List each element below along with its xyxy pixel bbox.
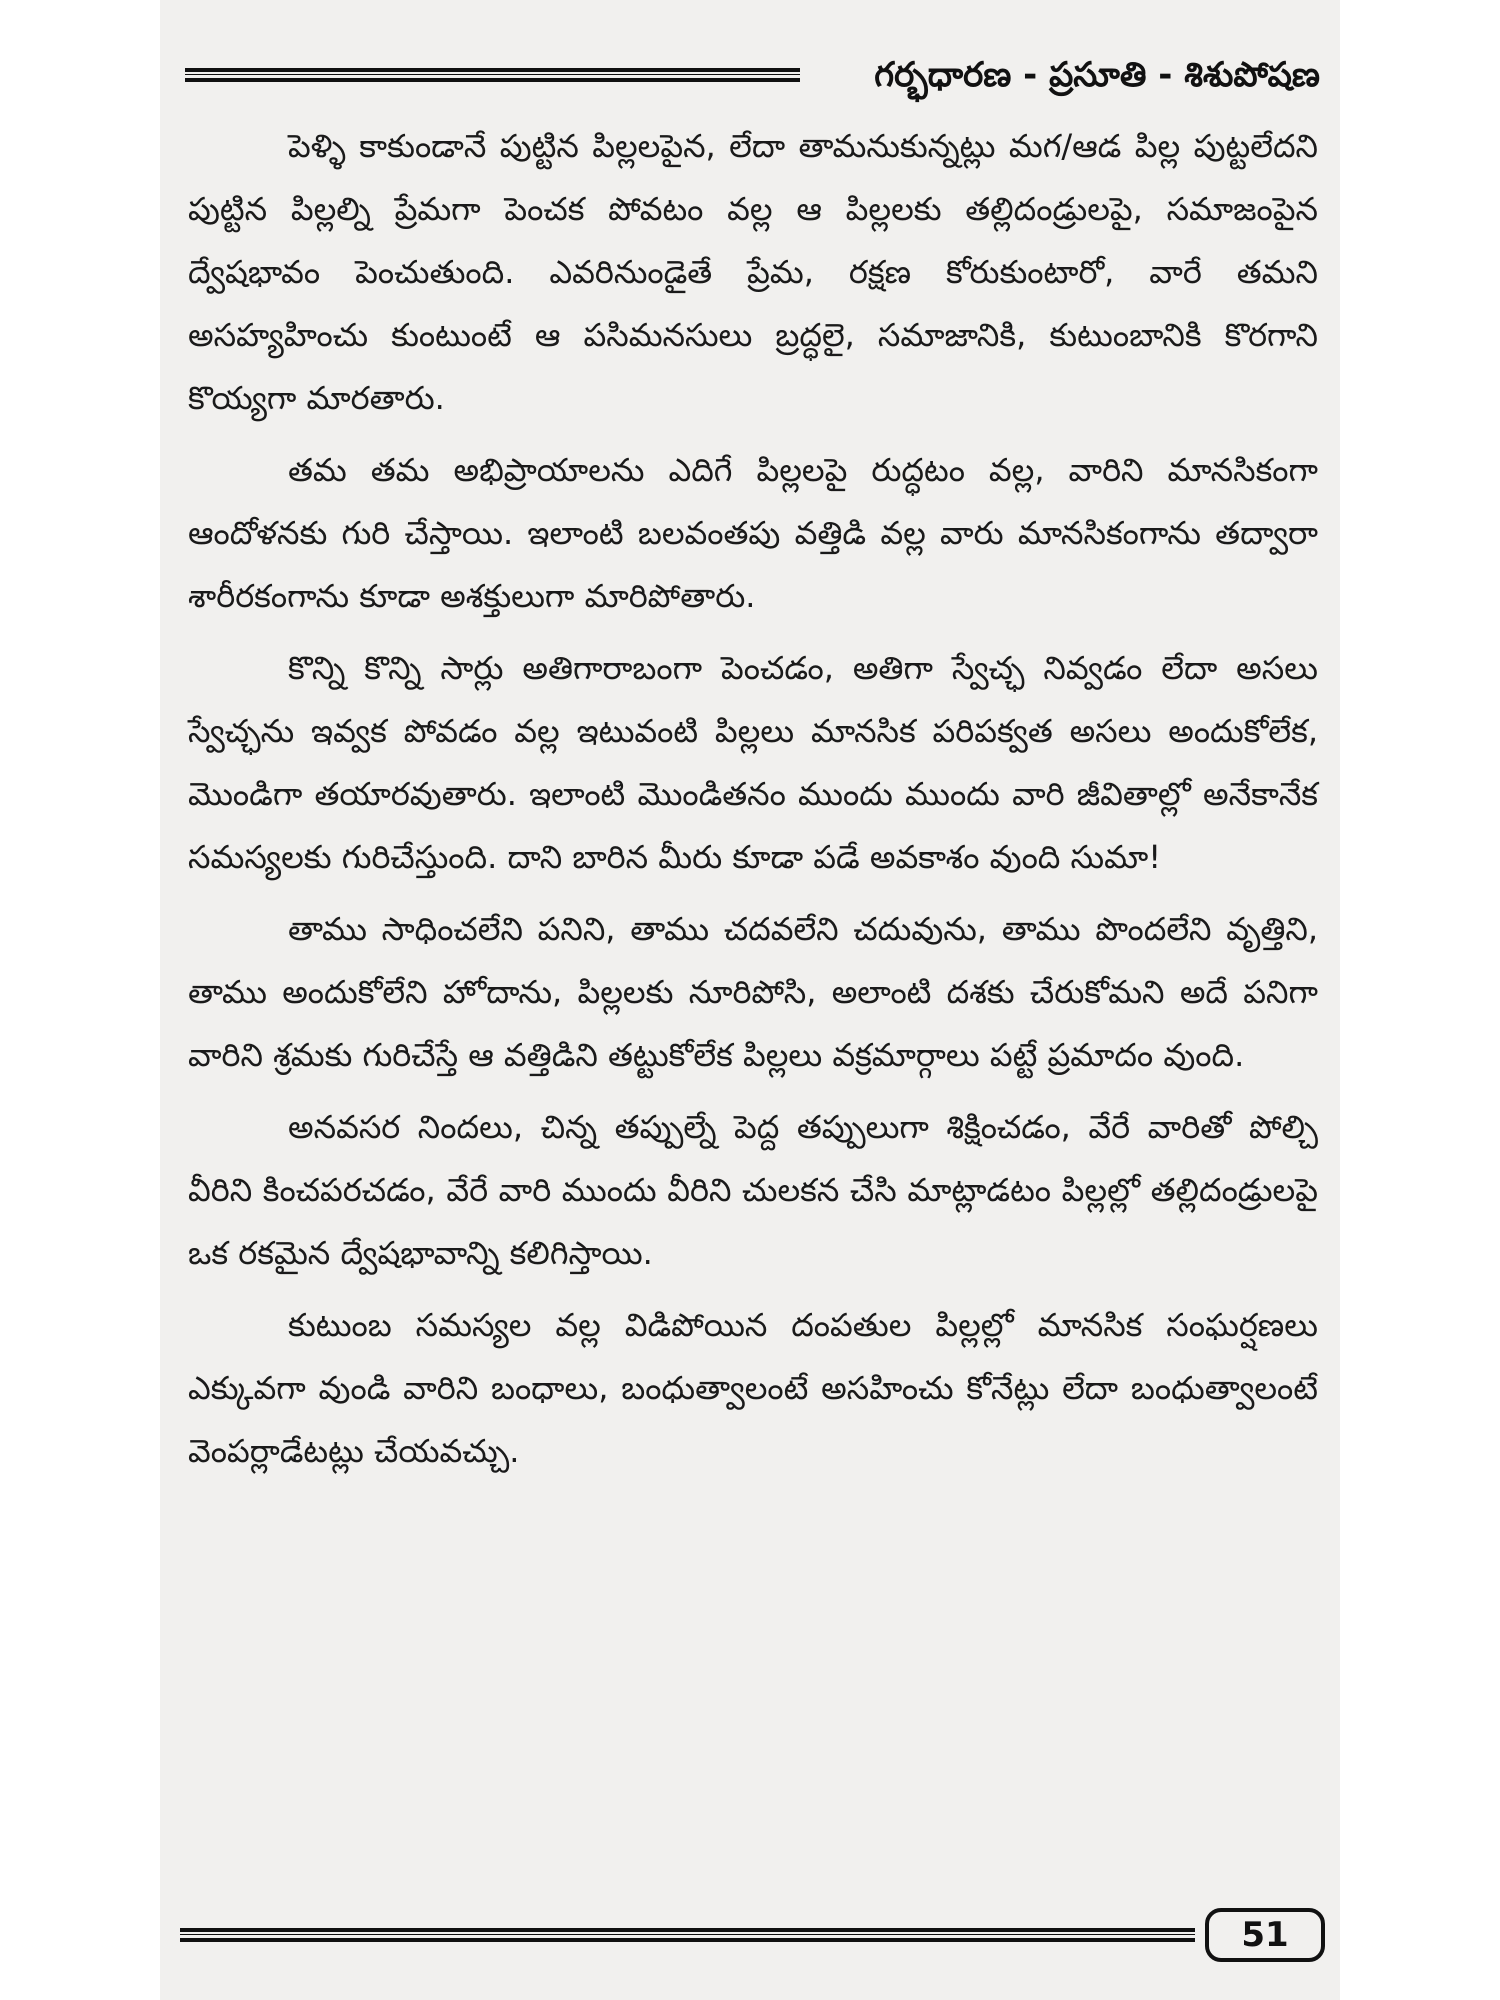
paragraph: తాము సాధించలేని పనిని, తాము చదవలేని చదువును, తాము పొందలేని వృత్తిని, తాము అందుకోలేని హోదాను, పిల్లలకు నూరిపోసి, అలాంటి దశకు చేరుకోమని అదే పనిగా వారిని శ్రమకు గురిచేస్తే ఆ వత్తిడిని తట్టుకోలేక పిల్లలు వక్రమార్గాలు పట్టే ప్రమాదం వుంది. <box>188 910 1318 1074</box>
paragraph: కొన్ని కొన్ని సార్లు అతిగారాబంగా పెంచడం, అతిగా స్వేచ్ఛ నివ్వడం లేదా అసలు స్వేచ్ఛను ఇవ్వక పోవడం వల్ల ఇటువంటి పిల్లలు మానసిక పరిపక్వత అసలు అందుకోలేక, మొండిగా తయారవుతారు. ఇలాంటి మొండితనం ముందు ముందు వారి జీవితాల్లో అనేకానేక సమస్యలకు గురిచేస్తుంది. దాని బారిన మీరు కూడా పడే అవకాశం వుంది సుమా! <box>188 649 1318 876</box>
header-rule <box>185 68 800 82</box>
running-title: గర్భధారణ - ప్రసూతి - శిశుపోషణ <box>874 55 1320 95</box>
running-header <box>185 50 1320 100</box>
body-text <box>188 115 1318 1492</box>
page-footer <box>180 1908 1325 1968</box>
paragraph: అనవసర నిందలు, చిన్న తప్పుల్నే పెద్ద తప్పులుగా శిక్షించడం, వేరే వారితో పోల్చి వీరిని కించపరచడం, వేరే వారి ముందు వీరిని చులకన చేసి మాట్లాడటం పిల్లల్లో తల్లిదండ్రులపై ఒక రకమైన ద్వేషభావాన్ని కలిగిస్తాయి. <box>188 1108 1318 1272</box>
paragraph: కుటుంబ సమస్యల వల్ల విడిపోయిన దంపతుల పిల్లల్లో మానసిక సంఘర్షణలు ఎక్కువగా వుండి వారిని బంధాలు, బంధుత్వాలంటే అసహించు కోనేట్లు లేదా బంధుత్వాలంటే వెంపర్లాడేటట్లు చేయవచ్చు. <box>188 1306 1318 1470</box>
paragraph: పెళ్ళి కాకుండానే పుట్టిన పిల్లలపైన, లేదా తామనుకున్నట్లు మగ/ఆడ పిల్ల పుట్టలేదని పుట్టిన పిల్లల్ని ప్రేమగా పెంచక పోవటం వల్ల ఆ పిల్లలకు తల్లిదండ్రులపై, సమాజంపైన ద్వేషభావం పెంచుతుంది. ఎవరినుండైతే ప్రేమ, రక్షణ కోరుకుంటారో, వారే తమని అసహ్యహించు కుంటుంటే ఆ పసిమనసులు బ్రద్ధలై, సమాజానికి, కుటుంబానికి కొరగాని కొయ్యగా మారతారు. <box>188 127 1318 417</box>
footer-rule <box>180 1928 1195 1942</box>
page-number: 51 <box>1205 1908 1325 1962</box>
paragraph: తమ తమ అభిప్రాయాలను ఎదిగే పిల్లలపై రుద్ధటం వల్ల, వారిని మానసికంగా ఆందోళనకు గురి చేస్తాయి. ఇలాంటి బలవంతపు వత్తిడి వల్ల వారు మానసికంగాను తద్వారా శారీరకంగాను కూడా అశక్తులుగా మారిపోతారు. <box>188 451 1318 615</box>
